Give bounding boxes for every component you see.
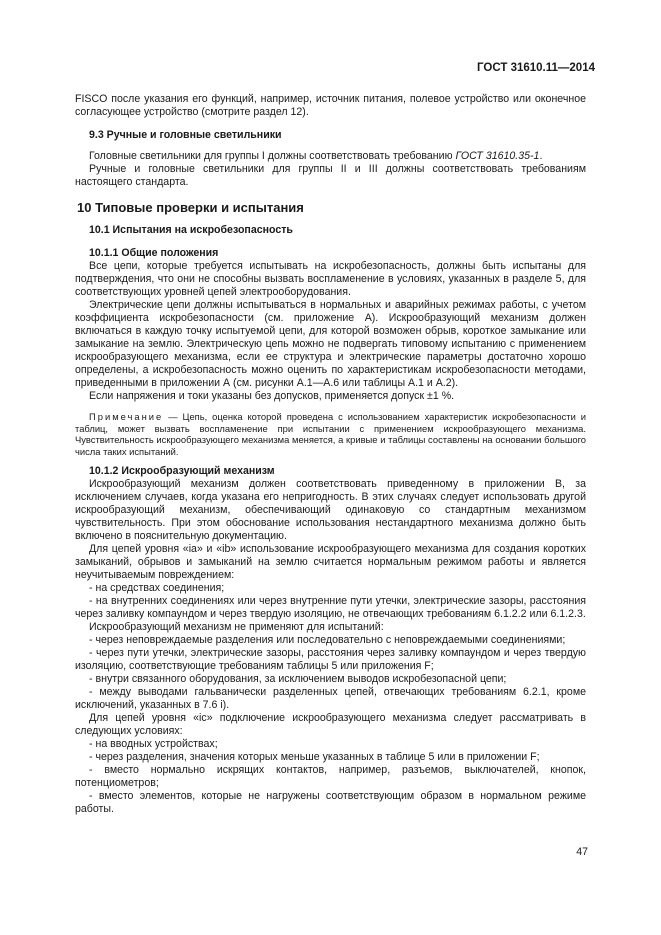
- list-item: - через пути утечки, электрические зазоры, расстояния через заливку компаундом и через твердую изоляцию, соответствующие требованиям таблицы 5 или приложения F;: [75, 647, 586, 672]
- note-paragraph: [75, 411, 586, 457]
- paragraph-9-3-b: Ручные и головные светильники для группы II и III должны соответствовать требованиям настоящего стандарта.: [75, 163, 586, 188]
- paragraph-fisco: FISCO после указания его функций, например, источник питания, полевое устройство или оконечное согласующее устройство (смотрите раздел 12).: [75, 93, 586, 118]
- document-code-header: ГОСТ 31610.11—2014: [477, 62, 595, 74]
- paragraph-10-1-2-b: Для цепей уровня «ia» и «ib» использование искрообразующего механизма для создания коротких замыканий, обрывов и замыканий на землю считается нормальным режимом работы и является неучитываемым повреждением:: [75, 543, 586, 581]
- page-number: 47: [576, 846, 588, 858]
- paragraph-9-3-a-pre: Головные светильники для группы I должны соответствовать требованию: [89, 150, 456, 162]
- paragraph-10-1-2-a: Искрообразующий механизм должен соответствовать приведенному в приложении В, за исключением случаев, когда указана его непригодность. В этих случаях следует использовать другой искрообразующий механизм, обеспечивающий одинаковую со стандартным механизмом чувствительность. При этом обоснование использования нестандартного механизма должно быть включено в пояснительную документацию.: [75, 478, 586, 542]
- paragraph-10-1-1-c: Если напряжения и токи указаны без допусков, применяется допуск ±1 %.: [89, 390, 455, 402]
- list-item: - вместо нормально искрящих контактов, например, разъемов, выключателей, кнопок, потенциометров;: [75, 764, 586, 789]
- standard-reference: ГОСТ 31610.35-1: [455, 150, 540, 162]
- paragraph-10-1-2-d: Для цепей уровня «ic» подключение искрообразующего механизма следует рассматривать в следующих условиях:: [75, 712, 586, 737]
- paragraph-10-1-1-a: Все цепи, которые требуется испытывать на искробезопасность, должны быть испытаны для подтверждения, что они не способны вызвать воспламенение в условиях, указанных в разделе 5, для соответствующих уровней цепей электрооборудования.: [75, 260, 586, 298]
- list-item: - на вводных устройствах;: [89, 738, 218, 750]
- paragraph-10-1-2-c: Искрообразующий механизм не применяют для испытаний:: [89, 621, 384, 633]
- heading-section-10: 10 Типовые проверки и испытания: [77, 200, 304, 215]
- heading-9-3: 9.3 Ручные и головные светильники: [89, 129, 282, 141]
- paragraph-9-3-a-post: .: [539, 150, 543, 162]
- list-item: - между выводами гальванически разделенных цепей, отвечающих требованиям 6.2.1, кроме исключений, указанных в 7.6 i).: [75, 686, 586, 711]
- heading-10-1-1: 10.1.1 Общие положения: [89, 247, 219, 259]
- list-item: - на средствах соединения;: [89, 582, 225, 594]
- paragraph-9-3-a: [75, 150, 586, 163]
- note-label: Примечание: [89, 411, 164, 422]
- paragraph-10-1-1-b: Электрические цепи должны испытываться в нормальных и аварийных режимах работы, с учетом коэффициента искробезопасности (см. приложение А). Искрообразующий механизм должен включаться в каждую точку испытуемой цепи, для которой возможен обрыв, короткое замыкание или замыкание на землю. Электрическую цепь можно не подвергать типовому испытанию с применением искрообразующего механизма, если ее структура и электрические параметры достаточно хорошо определены, а искробезопасность можно оценить по характеристикам искробезопасности методами, приведенными в приложении А (см. рисунки А.1—А.6 или таблицы А.1 и А.2).: [75, 299, 586, 389]
- list-item: - на внутренних соединениях или через внутренние пути утечки, электрические зазоры, расстояния через заливку компаундом и через твердую изоляцию, не отвечающих требованиям 6.1.2.2 или 6.1.2.3.: [75, 595, 586, 620]
- page-content: [75, 93, 586, 816]
- list-item: - через неповреждаемые разделения или последовательно с неповреждаемыми соединениями;: [89, 634, 566, 646]
- heading-10-1: 10.1 Испытания на искробезопасность: [89, 224, 293, 236]
- note-text: — Цепь, оценка которой проведена с использованием характеристик искробезопасности и таблиц, может вызвать воспламенение при испытании с применением искрообразующего механизма. Чувствительность искрообразующего механизма меняется, а кривые и таблицы составлены на основании большого числа таких испытаний.: [75, 411, 586, 457]
- heading-10-1-2: 10.1.2 Искрообразующий механизм: [89, 465, 275, 477]
- list-item: - внутри связанного оборудования, за исключением выводов искробезопасной цепи;: [89, 673, 507, 685]
- list-item: - вместо элементов, которые не нагружены соответствующим образом в нормальном режиме работы.: [75, 790, 586, 815]
- list-item: - через разделения, значения которых меньше указанных в таблице 5 или в приложении F;: [89, 751, 540, 763]
